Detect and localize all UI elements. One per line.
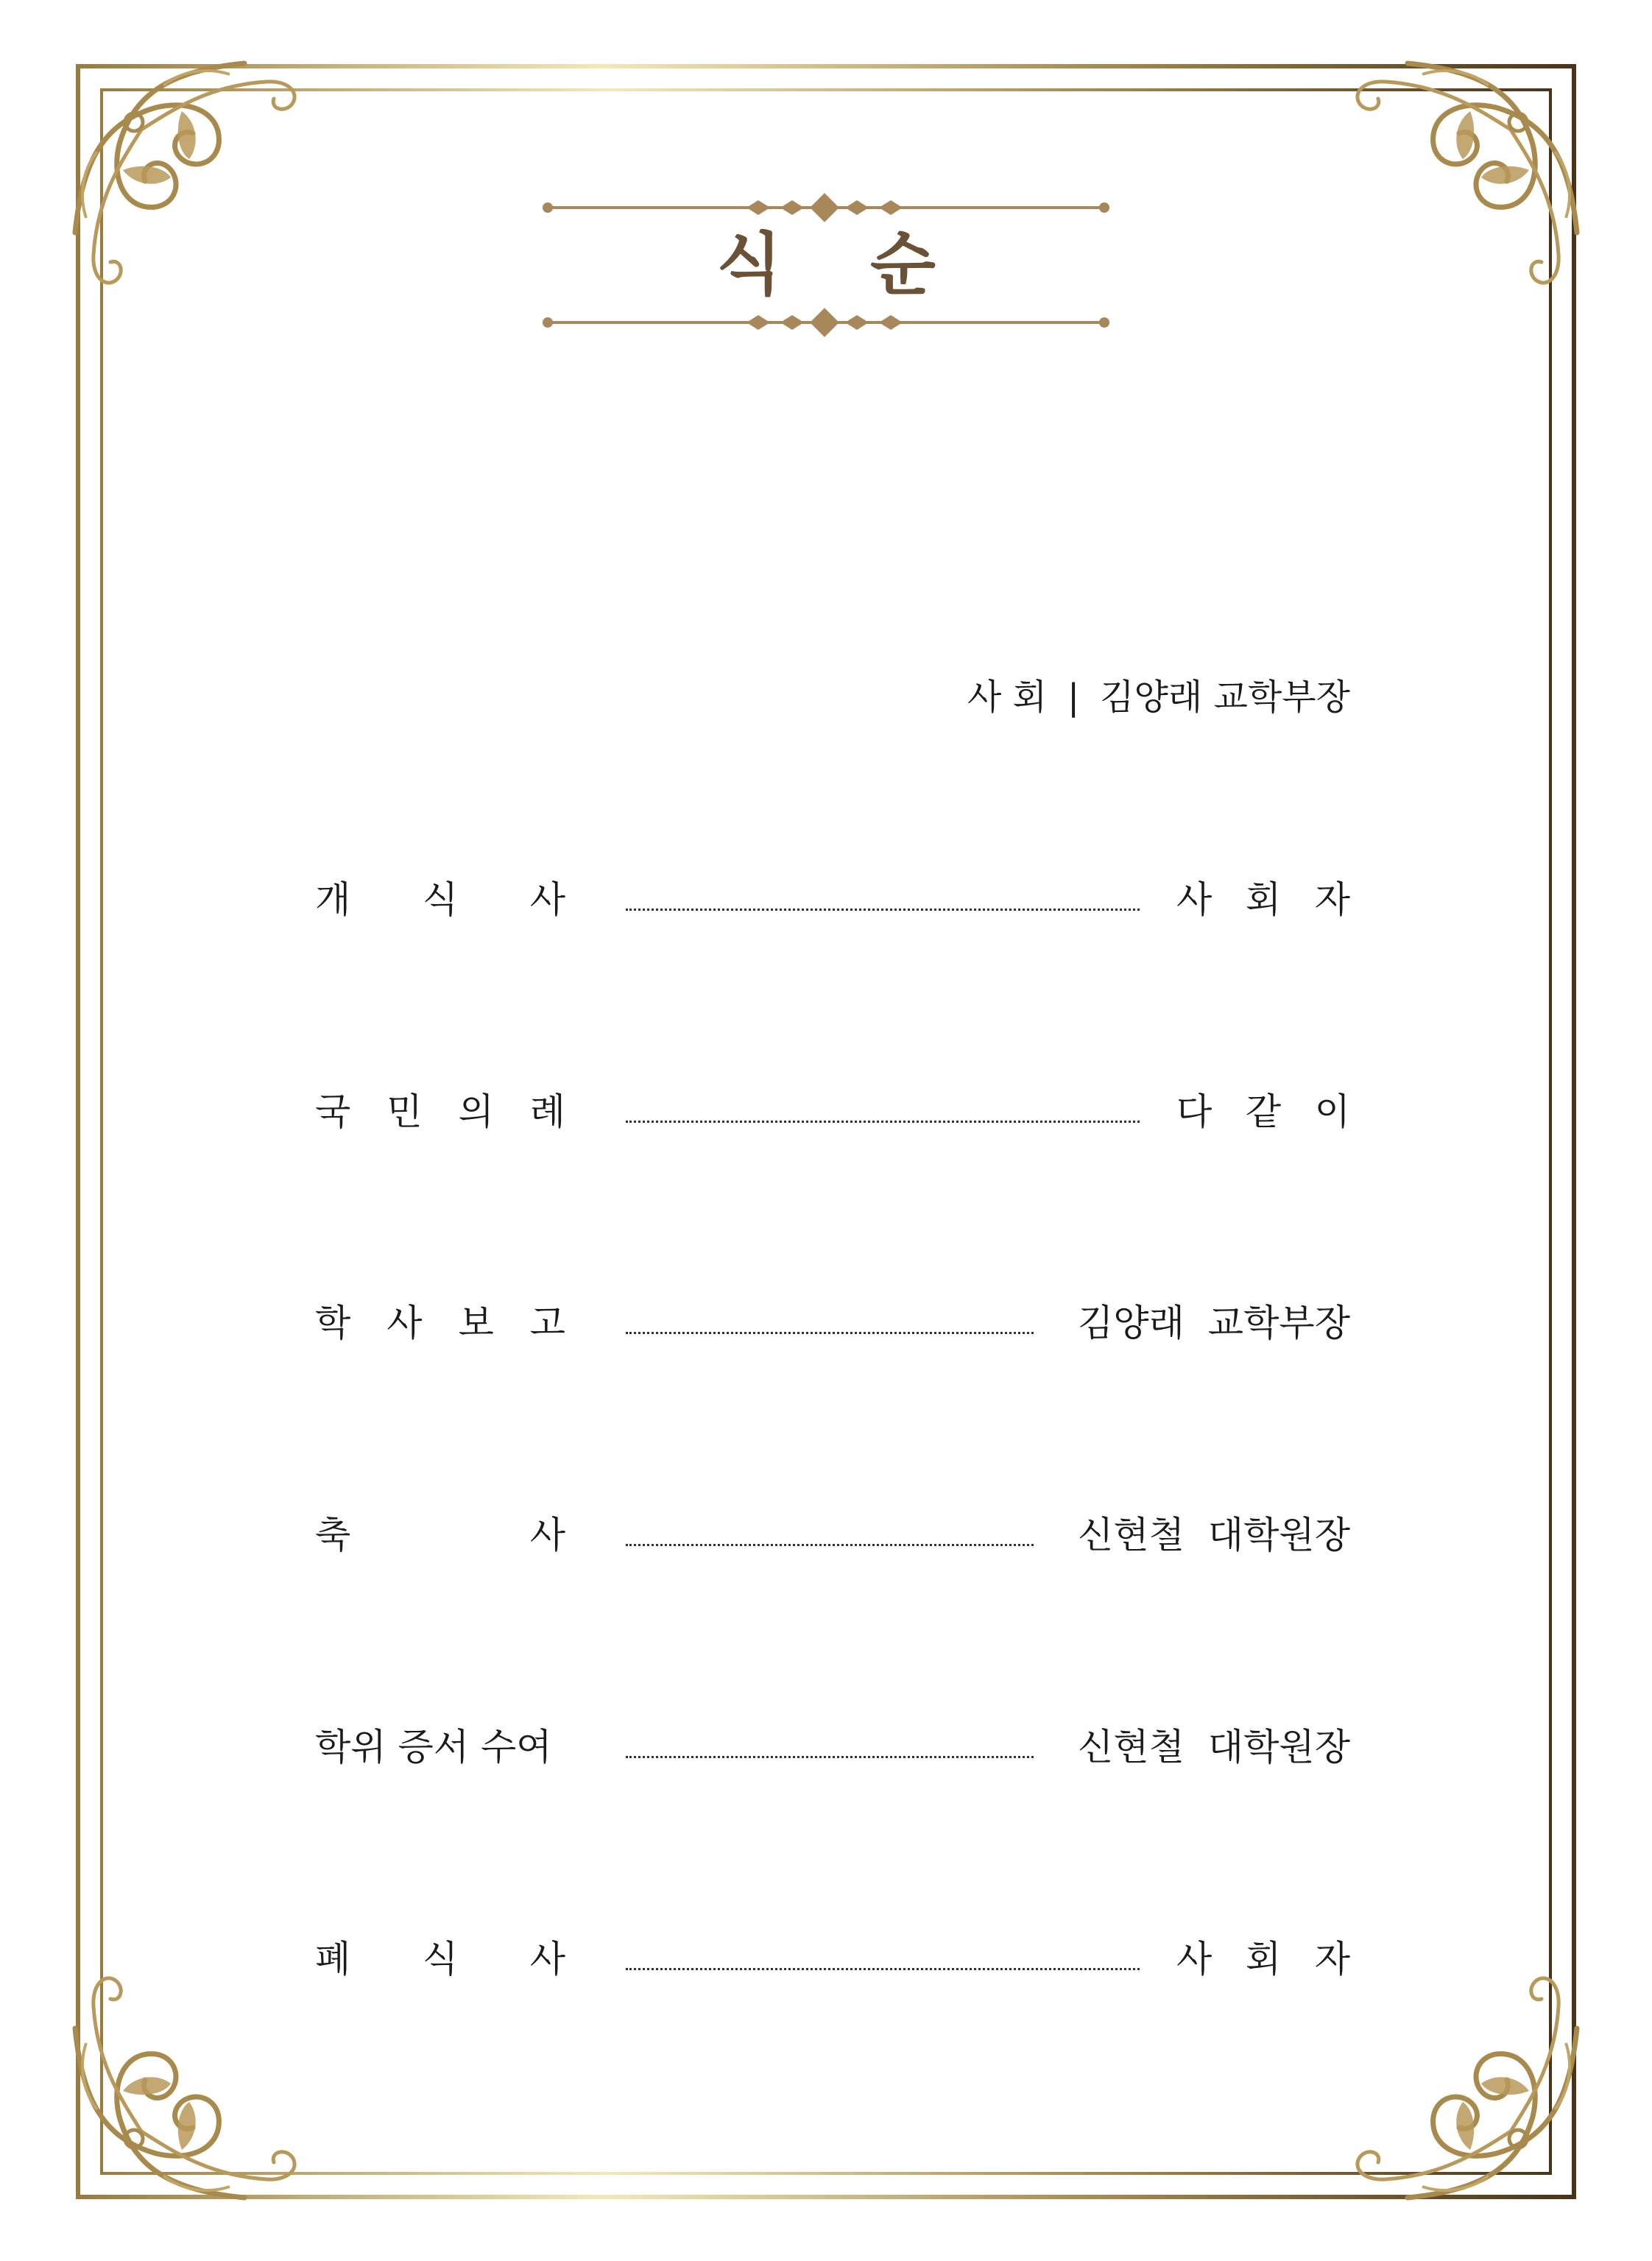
program-item-label-part: 축: [315, 1514, 351, 1556]
program-item-presenter-part: 신현철: [1078, 1726, 1185, 1768]
program-item-label-part: 례: [529, 1090, 565, 1133]
program-item-presenter-part: 자: [1314, 878, 1350, 921]
host-label: 사 회: [967, 677, 1047, 718]
program-item-label-part: 학위 증서 수여: [315, 1726, 552, 1768]
program-item-label-part: 학: [315, 1302, 351, 1344]
program-item-label-part: 의: [458, 1090, 494, 1133]
program-item-presenter: [1078, 1294, 1350, 1352]
host-line: [967, 671, 1350, 723]
program-item-presenter-part: 대학원장: [1207, 1514, 1350, 1556]
dotted-leader: [626, 1544, 1034, 1546]
program-item-label-part: 식: [422, 1938, 459, 1980]
program-item-label-part: 민: [386, 1090, 423, 1133]
program-item-presenter: [1078, 1718, 1350, 1777]
title-char-1: 식: [716, 225, 782, 304]
dotted-leader: [626, 1756, 1034, 1758]
program-item-presenter-part: 신현철: [1078, 1514, 1185, 1556]
program-item-label-part: 사: [386, 1302, 423, 1344]
program-row: [315, 1718, 1350, 1777]
page-title: [0, 221, 1652, 309]
host-separator: |: [1067, 677, 1080, 718]
program-item-label: [315, 1930, 565, 1989]
program-item-presenter-part: 대학원장: [1207, 1726, 1350, 1768]
dotted-leader: [626, 909, 1140, 911]
dotted-leader: [626, 1968, 1140, 1970]
program-item-presenter: [1176, 1930, 1350, 1989]
program-item-label-part: 폐: [315, 1938, 351, 1980]
program-row: [315, 1082, 1350, 1141]
program-item-label-part: 고: [529, 1302, 565, 1344]
program-row: [315, 1506, 1350, 1565]
dotted-leader: [626, 1121, 1140, 1123]
program-item-presenter-part: 이: [1314, 1090, 1350, 1133]
program-item-presenter-part: 사: [1176, 1938, 1212, 1980]
host-name: 김양래 교학부장: [1100, 677, 1350, 718]
program-item-label-part: 사: [529, 1938, 565, 1980]
program-item-presenter-part: 다: [1176, 1090, 1212, 1133]
program-item-presenter-part: 같: [1245, 1090, 1282, 1133]
program-item-label-part: 식: [422, 878, 459, 921]
program-item-label-part: 개: [315, 878, 351, 921]
program-item-presenter-part: 교학부장: [1207, 1302, 1350, 1344]
program-item-presenter-part: 자: [1314, 1938, 1350, 1980]
program-item-presenter-part: 김양래: [1078, 1302, 1185, 1344]
dotted-leader: [626, 1332, 1034, 1334]
program-item-presenter: [1176, 870, 1350, 929]
program-item-label-part: 사: [529, 878, 565, 921]
program-item-presenter-part: 회: [1245, 878, 1282, 921]
program-item-label: [315, 1294, 565, 1352]
title-char-2: 순: [870, 225, 936, 304]
title-ornament-bottom: [543, 308, 1109, 337]
program-item-presenter: [1176, 1082, 1350, 1141]
program-item-label: [315, 1718, 565, 1777]
title-ornament-top: [543, 193, 1109, 222]
program-item-presenter-part: 회: [1245, 1938, 1282, 1980]
program-row: [315, 870, 1350, 929]
program-item-presenter: [1078, 1506, 1350, 1565]
program-item-label-part: 국: [315, 1090, 351, 1133]
program-item-presenter-part: 사: [1176, 878, 1212, 921]
program-item-label-part: 보: [458, 1302, 494, 1344]
program-row: [315, 1294, 1350, 1352]
program-item-label: [315, 1506, 565, 1565]
program-row: [315, 1930, 1350, 1989]
program-item-label: [315, 870, 565, 929]
program-item-label: [315, 1082, 565, 1141]
program-item-label-part: 사: [529, 1514, 565, 1556]
